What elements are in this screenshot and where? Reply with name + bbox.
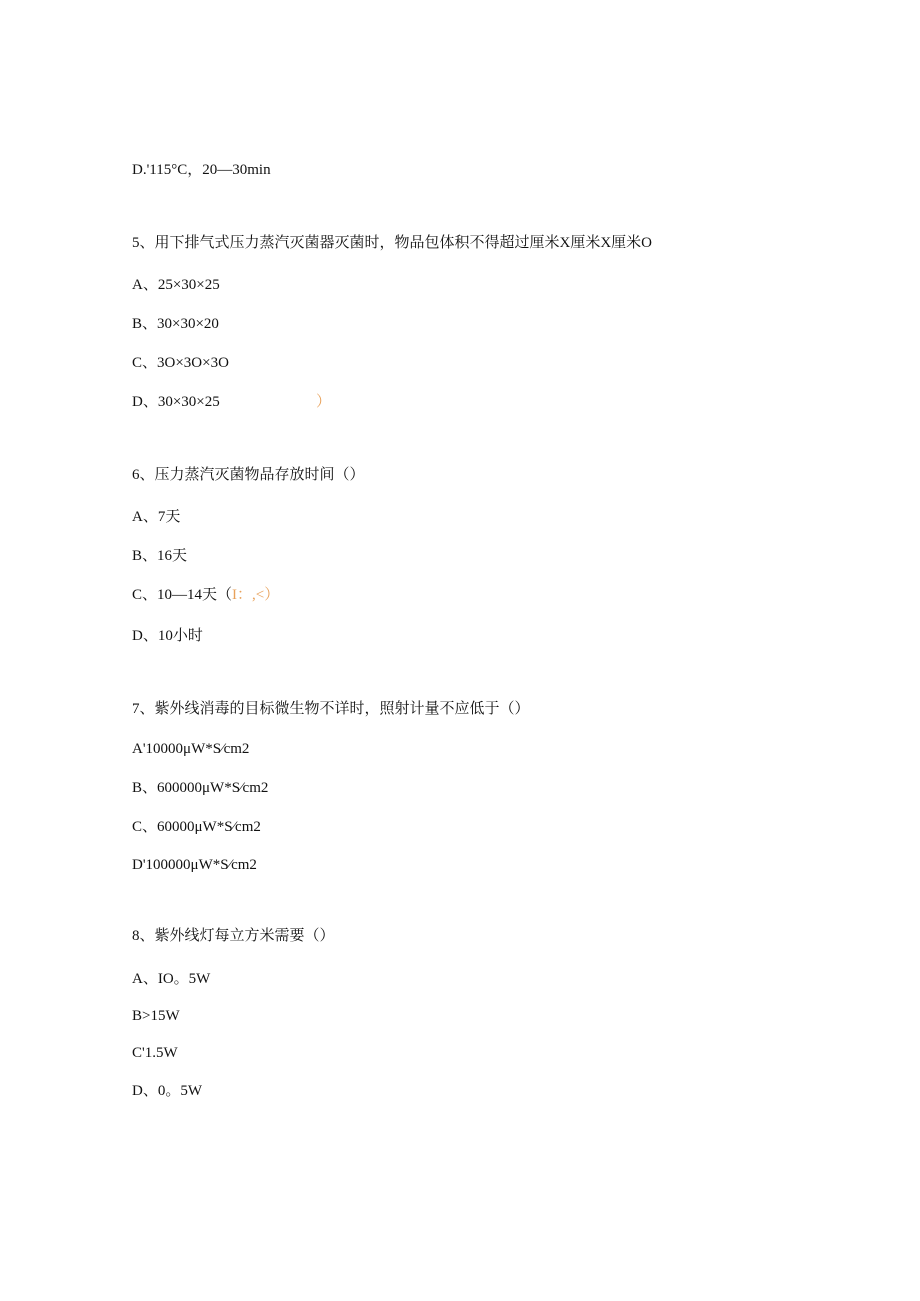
q5-stray-mark: ） <box>316 394 332 410</box>
q5-question: 5、用下排气式压力蒸汽灭菌器灭菌时，物品包体积不得超过厘米X厘米X厘米O <box>132 235 653 251</box>
q6-option-b: B、16天 <box>132 548 188 564</box>
q8-option-d: D、0。5W <box>132 1083 202 1099</box>
q8-option-a: A、IO。5W <box>132 971 211 987</box>
q8-option-c: C'1.5W <box>132 1045 178 1061</box>
q6-option-c <box>132 585 279 605</box>
q6-option-c-mark: I：,<） <box>232 587 280 603</box>
q7-question: 7、紫外线消毒的目标微生物不详时，照射计量不应低于（） <box>132 701 530 717</box>
q7-option-c: C、60000μW*S⁄cm2 <box>132 819 261 835</box>
q6-question: 6、压力蒸汽灭菌物品存放时间（） <box>132 467 365 483</box>
q5-option-d: D、30×30×25 <box>132 394 220 410</box>
q5-option-c: C、3O×3O×3O <box>132 355 229 371</box>
q7-option-d: D'100000μW*S⁄cm2 <box>132 857 257 873</box>
q6-option-c-text: C、10—14天（ <box>132 587 233 603</box>
q4-option-d: D.'115°C，20—30min <box>132 162 271 178</box>
q7-option-a: A'10000μW*S⁄cm2 <box>132 741 250 757</box>
q6-option-a: A、7天 <box>132 509 181 525</box>
q6-option-d: D、10小时 <box>132 628 203 644</box>
q5-option-b: B、30×30×20 <box>132 316 219 332</box>
q8-option-b: B>15W <box>132 1008 180 1024</box>
q7-option-b: B、600000μW*S⁄cm2 <box>132 780 269 796</box>
q8-question: 8、紫外线灯每立方米需要（） <box>132 928 335 944</box>
q5-option-a: A、25×30×25 <box>132 277 220 293</box>
